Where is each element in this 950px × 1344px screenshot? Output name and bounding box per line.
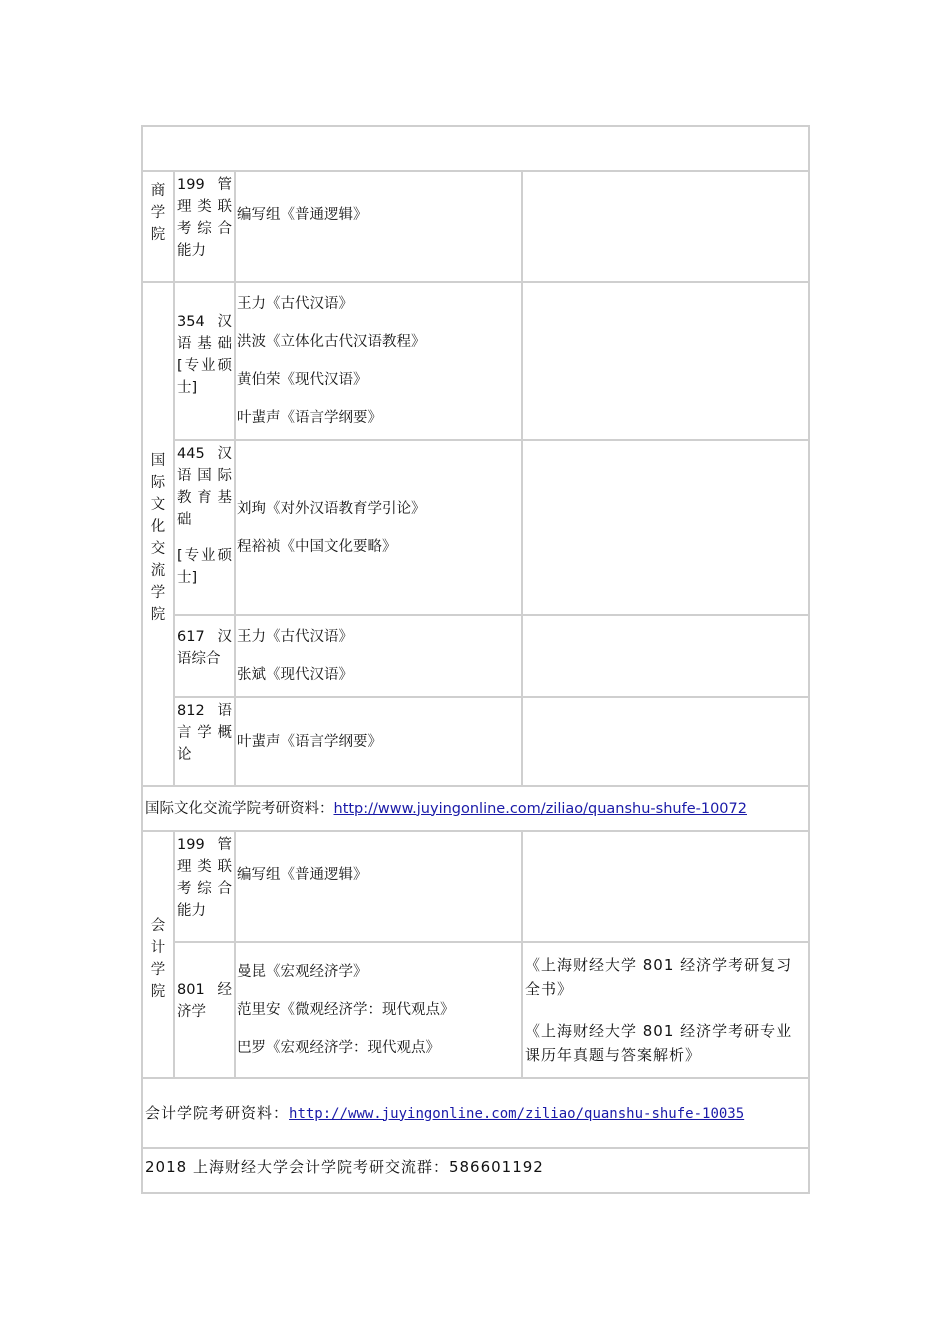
subject-note: [专业硕士] (177, 548, 232, 586)
books-cell (235, 831, 522, 942)
subject-name: 445 汉语国际教育基础 (177, 446, 232, 528)
table-row (142, 697, 809, 786)
reference-cell (522, 831, 809, 942)
resource-row (142, 1078, 809, 1148)
college-name: 商学院 (150, 183, 166, 243)
college-cell (142, 171, 174, 282)
book-item: 刘珣《对外汉语教育学引论》 (237, 500, 426, 517)
college-name: 国际文化交流学院 (150, 453, 166, 623)
subject-cell: 801 经济学 (174, 942, 235, 1078)
book-item: 曼昆《宏观经济学》 (237, 964, 368, 980)
blank-header-cell (142, 126, 809, 171)
table-row (142, 942, 809, 1078)
reference-cell (522, 171, 809, 282)
book-item: 黄伯荣《现代汉语》 (237, 372, 368, 388)
resource-cell (142, 786, 809, 831)
subject-cell: 199 管理类联考综合能力 (174, 831, 235, 942)
book-item: 王力《古代汉语》 (237, 296, 353, 312)
group-row (142, 1148, 809, 1193)
subject-cell (174, 440, 235, 615)
reference-item: 《上海财经大学 801 经济学考研复习全书》 (525, 956, 793, 998)
subject-cell: 812 语言学概论 (174, 697, 235, 786)
book-item: 编写组《普通逻辑》 (237, 207, 368, 223)
resource-link[interactable]: http://www.juyingonline.com/ziliao/quanshu-shufe-10035 (289, 1105, 745, 1122)
college-cell (142, 831, 174, 1078)
book-item: 编写组《普通逻辑》 (237, 867, 368, 883)
college-cell (142, 282, 174, 786)
table-row (142, 615, 809, 697)
table-row (142, 282, 809, 440)
books-cell (235, 440, 522, 615)
reference-cell (522, 282, 809, 440)
college-name: 会计学院 (150, 917, 166, 1000)
exam-reference-table (141, 125, 810, 1194)
table-row (142, 171, 809, 282)
reference-cell (522, 615, 809, 697)
resource-label: 国际文化交流学院考研资料： (145, 800, 334, 817)
books-cell (235, 282, 522, 440)
book-item: 张斌《现代汉语》 (237, 667, 353, 683)
book-item: 叶蜚声《语言学纲要》 (237, 410, 382, 426)
book-item: 范里安《微观经济学：现代观点》 (237, 1002, 455, 1018)
resource-label: 会计学院考研资料： (145, 1103, 290, 1122)
group-cell: 2018 上海财经大学会计学院考研交流群：586601192 (142, 1148, 809, 1193)
table-row (142, 831, 809, 942)
books-cell (235, 615, 522, 697)
book-item: 程裕祯《中国文化要略》 (237, 538, 397, 555)
subject-cell: 617 汉语综合 (174, 615, 235, 697)
resource-link[interactable]: http://www.juyingonline.com/ziliao/quanshu-shufe-10072 (333, 800, 747, 817)
book-item: 王力《古代汉语》 (237, 629, 353, 645)
reference-item: 《上海财经大学 801 经济学考研专业课历年真题与答案解析》 (525, 1022, 793, 1064)
reference-cell (522, 942, 809, 1078)
books-cell (235, 942, 522, 1078)
book-item: 洪波《立体化古代汉语教程》 (237, 334, 426, 350)
exam-reference-table-container (141, 125, 808, 1194)
reference-cell (522, 697, 809, 786)
book-item: 叶蜚声《语言学纲要》 (237, 733, 382, 750)
resource-cell (142, 1078, 809, 1148)
books-cell (235, 171, 522, 282)
blank-header-row (142, 126, 809, 171)
subject-cell: 354 汉语基础[专业硕士] (174, 282, 235, 440)
reference-cell (522, 440, 809, 615)
resource-row (142, 786, 809, 831)
table-row (142, 440, 809, 615)
books-cell (235, 697, 522, 786)
book-item: 巴罗《宏观经济学：现代观点》 (237, 1040, 440, 1056)
subject-cell: 199 管理类联考综合能力 (174, 171, 235, 282)
